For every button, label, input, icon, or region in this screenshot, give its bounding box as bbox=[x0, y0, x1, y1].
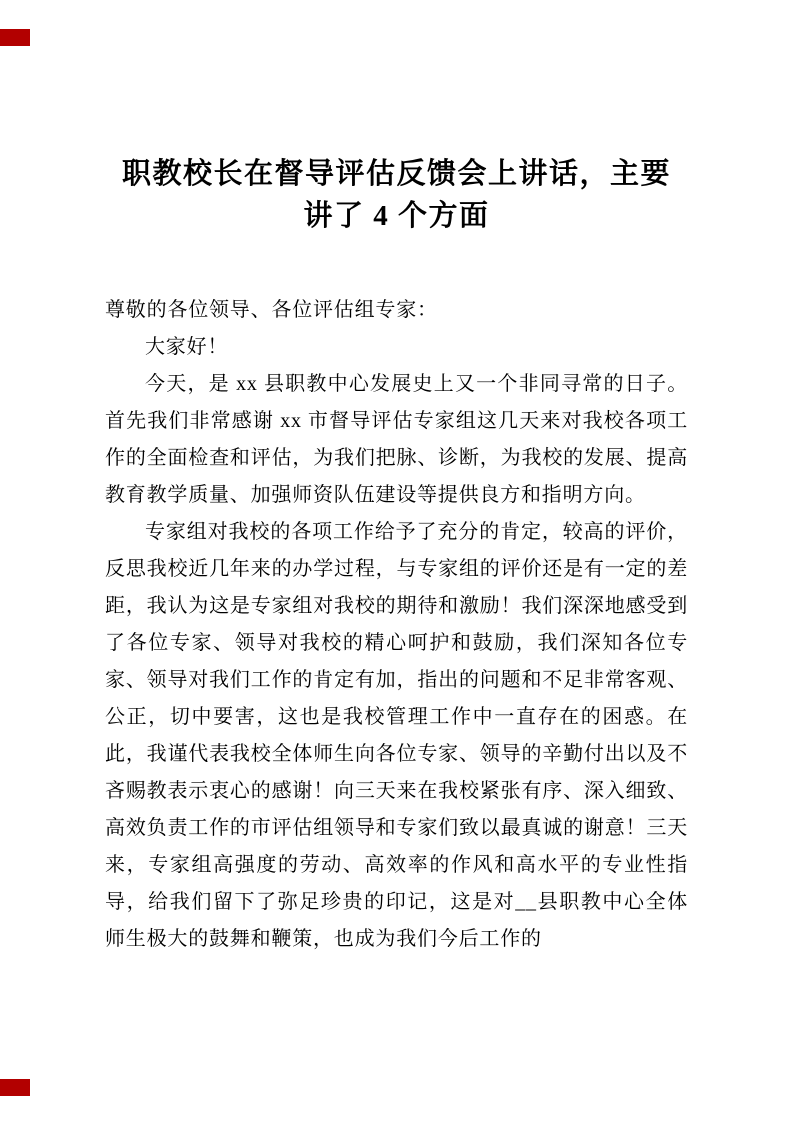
paragraph-main: 专家组对我校的各项工作给予了充分的肯定，较高的评价，反思我校近几年来的办学过程，与专家组的评价还是有一定的差距，我认为这是专家组对我校的期待和激励！我们深深地感受到了各位专家、领导对我校的精心呵护和鼓励，我们深知各位专家、领导对我们工作的肯定有加，指出的问题和不足非常客观、公正，切中要害，这也是我校管理工作中一直存在的困惑。在此，我谨代表我校全体师生向各位专家、领导的辛勤付出以及不吝赐教表示衷心的感谢！向三天来在我校紧张有序、深入细致、高效负责工作的市评估组领导和专家们致以最真诚的谢意！三天来，专家组高强度的劳动、高效率的作风和高水平的专业性指导，给我们留下了弥足珍贵的印记，这是对__县职教中心全体师生极大的鼓舞和鞭策，也成为我们今后工作的 bbox=[105, 521, 688, 951]
page-corner-mark-top bbox=[0, 29, 30, 46]
title-line-1: 职教校长在督导评估反馈会上讲话，主要 bbox=[121, 158, 671, 190]
document-body bbox=[105, 292, 688, 958]
paragraph-intro: 今天，是 xx 县职教中心发展史上又一个非同寻常的日子。首先我们非常感谢 xx 市督导评估专家组这几天来对我校各项工作的全面检查和评估，为我们把脉、诊断，为我校的发展、提高教育教学质量、加强师资队伍建设等提供良方和指明方向。 bbox=[105, 373, 688, 507]
title-line-2: 讲了 4 个方面 bbox=[303, 200, 490, 233]
page-corner-mark-bottom bbox=[0, 1079, 30, 1096]
document-title bbox=[85, 153, 708, 237]
salutation: 尊敬的各位领导、各位评估组专家： bbox=[105, 299, 438, 322]
paragraph-greeting: 大家好！ bbox=[145, 336, 229, 359]
